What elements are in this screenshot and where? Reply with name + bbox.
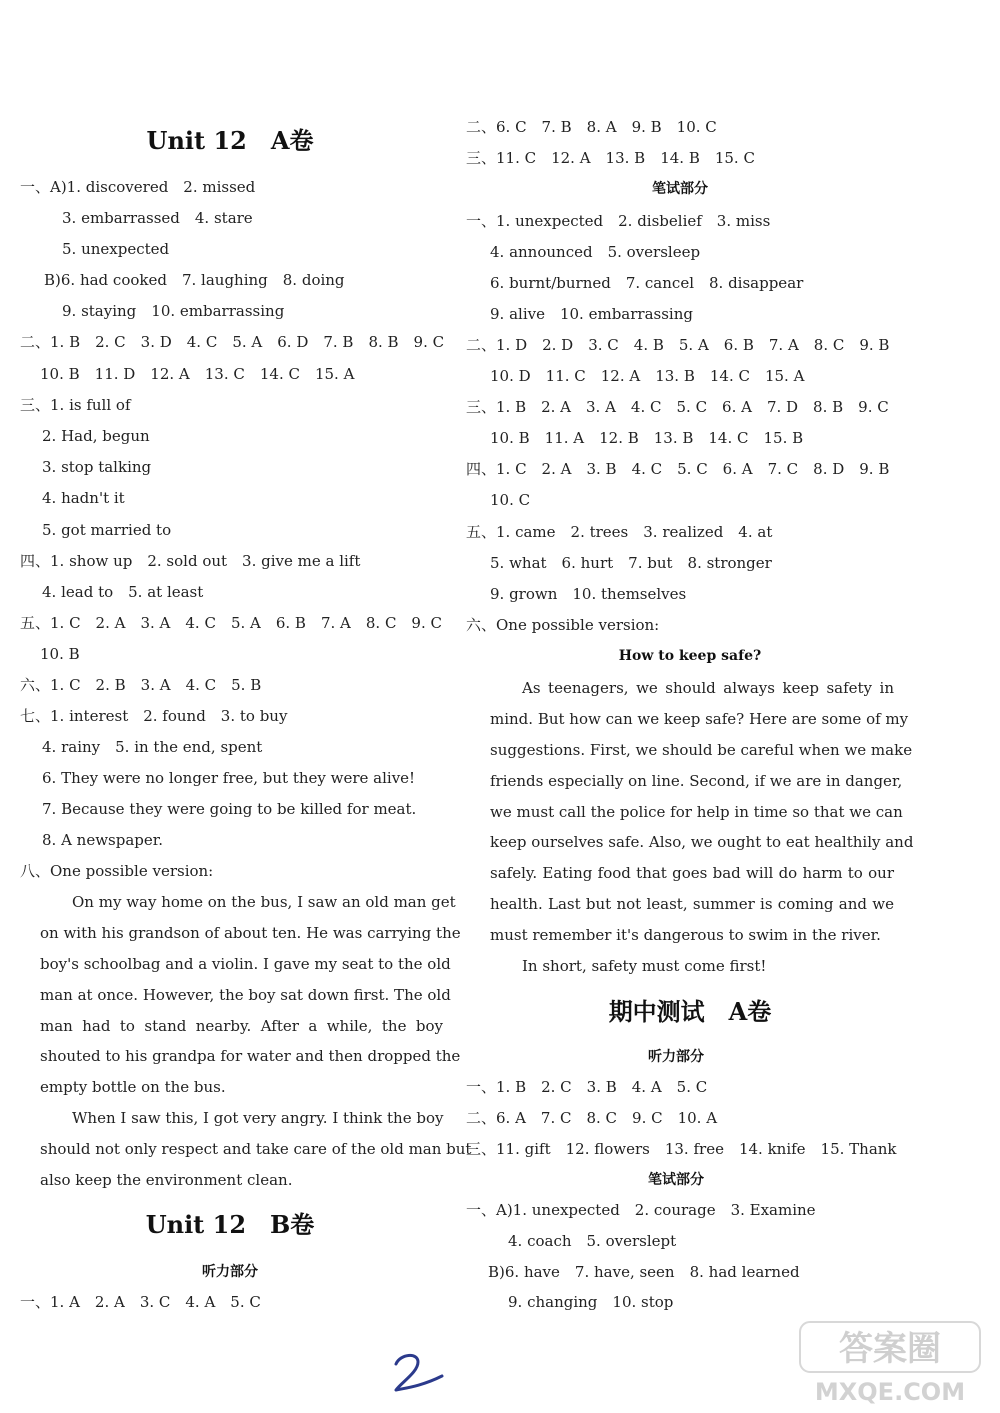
answer-line: 六、1. C 2. B 3. A 4. C 5. B [20, 676, 262, 694]
answer-line: 六、One possible version: [466, 616, 660, 634]
essay-line: mind. But how can we keep safe? Here are some of my [490, 709, 909, 728]
answer-line: 6. They were no longer free, but they were alive! [42, 769, 416, 787]
answer-line: 一、A)1. unexpected 2. courage 3. Examine [466, 1201, 816, 1219]
unit12b-title: Unit 12 B卷 [145, 1210, 315, 1239]
answer-line: 八、One possible version: [20, 862, 214, 880]
listening-section-label: 听力部分 [202, 1264, 258, 1280]
unit12a-title: Unit 12 A卷 [146, 126, 314, 155]
answer-line: 二、6. C 7. B 8. A 9. B 10. C [466, 118, 717, 136]
watermark-bottom-text: MXQE.COM [814, 1378, 966, 1406]
answer-line: 四、1. show up 2. sold out 3. give me a lift [20, 552, 361, 570]
essay-line: we must call the police for help in time so that we can [490, 802, 903, 821]
essay-line: shouted to his grandpa for water and then dropped the [40, 1047, 461, 1066]
essay-line: empty bottle on the bus. [40, 1078, 226, 1097]
answer-line: 一、1. A 2. A 3. C 4. A 5. C [20, 1293, 261, 1311]
answer-line: 3. stop talking [42, 458, 152, 476]
answer-line: 10. B 11. A 12. B 13. B 14. C 15. B [490, 429, 804, 447]
essay-line: keep ourselves safe. Also, we ought to eat healthily and [490, 833, 914, 852]
essay-title: How to keep safe? [618, 648, 762, 664]
essay-line: friends especially on line. Second, if we are in danger, [490, 771, 903, 790]
answer-line: 3. embarrassed 4. stare [62, 209, 253, 227]
answer-line: 4. coach 5. overslept [508, 1232, 677, 1250]
answer-line: 5. got married to [42, 521, 172, 539]
essay-line: On my way home on the bus, I saw an old man get [72, 893, 456, 911]
answer-line: 一、1. B 2. C 3. B 4. A 5. C [466, 1078, 708, 1096]
essay-line: on with his grandson of about ten. He was carrying the [40, 923, 461, 942]
answer-line: 三、11. gift 12. flowers 13. free 14. knife 15. Thank [466, 1140, 897, 1158]
answer-line: 9. alive 10. embarrassing [490, 305, 693, 323]
answer-line: 4. lead to 5. at least [42, 583, 204, 601]
essay-paragraph-2 [40, 1103, 472, 1196]
essay-line: man had to stand nearby. After a while, the boy [40, 1016, 443, 1035]
answer-line: 一、1. unexpected 2. disbelief 3. miss [466, 212, 771, 230]
midterm-listening-label: 听力部分 [648, 1049, 704, 1065]
essay-line: When I saw this, I got very angry. I think the boy [72, 1109, 444, 1127]
answer-line: 6. burnt/burned 7. cancel 8. disappear [490, 274, 804, 292]
watermark-top-text: 答案圈 [839, 1329, 941, 1369]
answer-line: 10. C [490, 491, 531, 509]
written-section-label: 笔试部分 [652, 181, 708, 197]
midterm-written-label: 笔试部分 [648, 1172, 704, 1188]
essay-line: boy's schoolbag and a violin. I gave my seat to the old [40, 954, 451, 973]
answer-line: 2. Had, begun [42, 427, 150, 445]
answer-line: 9. staying 10. embarrassing [62, 302, 285, 320]
essay-paragraph-3 [490, 673, 914, 951]
answer-line: 二、1. B 2. C 3. D 4. C 5. A 6. D 7. B 8. B 9. C [20, 333, 445, 351]
answer-line: 一、A)1. discovered 2. missed [20, 178, 256, 196]
answer-line: 五、1. came 2. trees 3. realized 4. at [466, 523, 773, 541]
answer-line: 4. rainy 5. in the end, spent [42, 738, 263, 756]
answer-line: B)6. had cooked 7. laughing 8. doing [44, 271, 345, 289]
essay-line: suggestions. First, we should be careful when we make [490, 740, 913, 759]
answer-line: 七、1. interest 2. found 3. to buy [20, 707, 288, 725]
site-watermark-logo [790, 1318, 990, 1408]
essay-line: must remember it's dangerous to swim in the river. [490, 926, 881, 945]
answer-line: 三、1. is full of [20, 396, 131, 414]
essay-line: also keep the environment clean. [40, 1170, 293, 1189]
answer-line: 5. what 6. hurt 7. but 8. stronger [490, 554, 772, 572]
answer-line: 8. A newspaper. [42, 831, 164, 849]
answer-line: 四、1. C 2. A 3. B 4. C 5. C 6. A 7. C 8. D 9. B [466, 460, 890, 478]
essay-line: safely. Eating food that goes bad will do harm to our [490, 864, 894, 883]
midterm-title: 期中测试 A卷 [608, 997, 772, 1026]
answer-line: 10. B 11. D 12. A 13. C 14. C 15. A [40, 365, 355, 383]
essay-line: man at once. However, the boy sat down first. The old [40, 985, 451, 1004]
essay-closing-line: In short, safety must come first! [522, 957, 767, 975]
essay-line: health. Last but not least, summer is coming and we [490, 895, 894, 914]
answer-line: 10. D 11. C 12. A 13. B 14. C 15. A [490, 367, 805, 385]
answer-line: 10. B [40, 645, 80, 663]
answer-line: 三、1. B 2. A 3. A 4. C 5. C 6. A 7. D 8. B 9. C [466, 398, 889, 416]
essay-line: should not only respect and take care of the old man but [40, 1139, 472, 1158]
answer-line: 7. Because they were going to be killed for meat. [42, 800, 417, 818]
answer-line: 5. unexpected [62, 240, 170, 258]
handwritten-page-number [388, 1350, 448, 1395]
answer-line: 三、11. C 12. A 13. B 14. B 15. C [466, 149, 755, 167]
answer-line: 4. hadn't it [42, 489, 125, 507]
answer-line: 二、1. D 2. D 3. C 4. B 5. A 6. B 7. A 8. C 9. B [466, 336, 890, 354]
answer-line: 9. grown 10. themselves [490, 585, 687, 603]
answer-line: 五、1. C 2. A 3. A 4. C 5. A 6. B 7. A 8. C 9. C [20, 614, 442, 632]
essay-line: As teenagers, we should always keep safety in [522, 679, 894, 697]
answer-line: 二、6. A 7. C 8. C 9. C 10. A [466, 1109, 718, 1127]
answer-line: 9. changing 10. stop [508, 1293, 674, 1311]
answer-line: B)6. have 7. have, seen 8. had learned [488, 1263, 800, 1281]
answer-line: 4. announced 5. oversleep [490, 243, 701, 261]
essay-paragraph-1 [40, 887, 461, 1103]
